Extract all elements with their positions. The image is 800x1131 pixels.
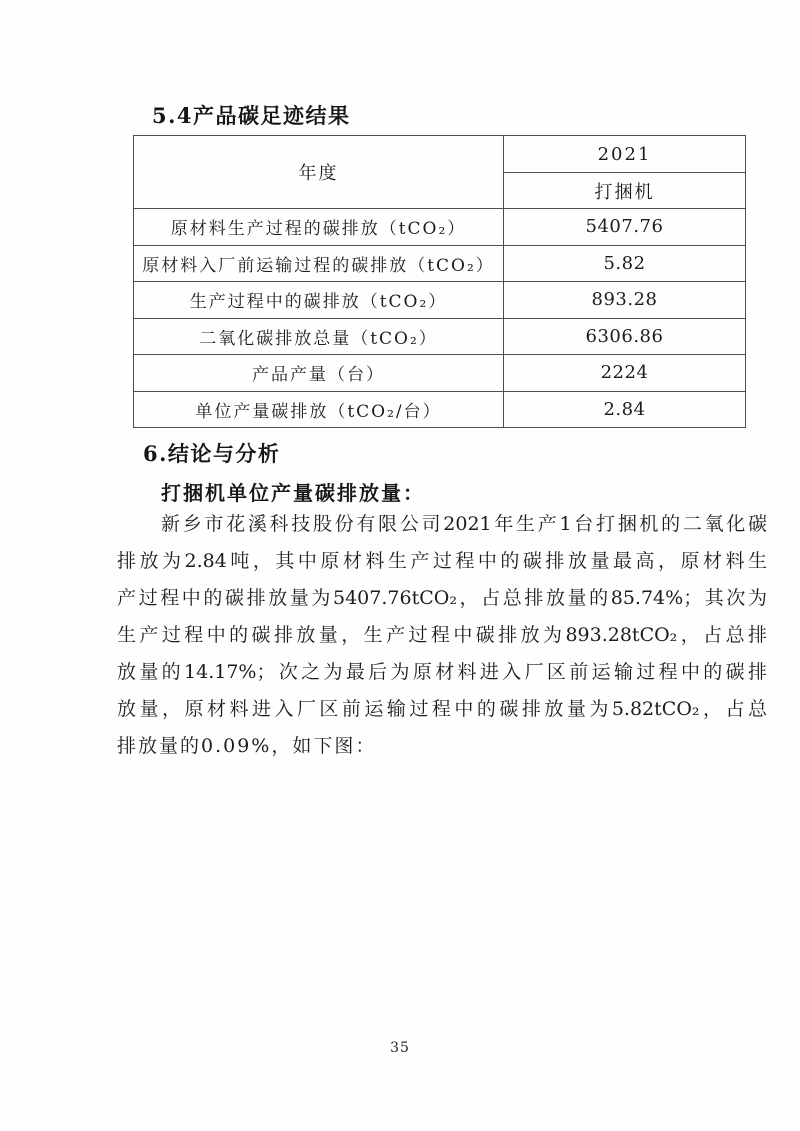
row-value-per-unit-emission: 2.84	[504, 391, 746, 428]
row-label-production-process: 生产过程中的碳排放（tCO₂）	[134, 282, 504, 319]
paragraph-line: 产过程中的碳排放量为5407.76tCO₂，占总排放量的85.74%；其次为	[117, 587, 767, 609]
row-value-raw-material-production: 5407.76	[504, 209, 746, 246]
page-number: 35	[390, 1040, 410, 1056]
paragraph-line: 新乡市花溪科技股份有限公司2021年生产1台打捆机的二氧化碳	[161, 513, 767, 535]
table-row	[134, 209, 746, 246]
table-header-product-value: 打捆机	[504, 173, 746, 209]
paragraph-line: 排放量的0.09%，如下图：	[117, 735, 377, 757]
paragraph-line: 放量，原材料进入厂区前运输过程中的碳排放量为5.82tCO₂，占总	[117, 698, 767, 720]
paragraph-line: 生产过程中的碳排放量，生产过程中碳排放为893.28tCO₂，占总排	[117, 624, 767, 646]
table-row	[134, 318, 746, 355]
row-value-inbound-transport: 5.82	[504, 245, 746, 282]
conclusion-paragraph	[117, 506, 767, 765]
row-value-product-output: 2224	[504, 355, 746, 392]
row-label-per-unit-emission: 单位产量碳排放（tCO₂/台）	[134, 391, 504, 428]
table-header-row-year	[134, 136, 746, 173]
row-label-raw-material-production: 原材料生产过程的碳排放（tCO₂）	[134, 209, 504, 246]
table-row	[134, 391, 746, 428]
section-heading-conclusion: 6.结论与分析	[143, 441, 281, 466]
table-header-year-value: 2021	[504, 136, 746, 173]
table-header-axis-label: 年度	[134, 136, 504, 209]
row-value-total-co2: 6306.86	[504, 318, 746, 355]
row-label-product-output: 产品产量（台）	[134, 355, 504, 392]
row-value-production-process: 893.28	[504, 282, 746, 319]
row-label-total-co2: 二氧化碳排放总量（tCO₂）	[134, 318, 504, 355]
row-label-inbound-transport: 原材料入厂前运输过程的碳排放（tCO₂）	[134, 245, 504, 282]
conclusion-subheading: 打捆机单位产量碳排放量：	[161, 481, 425, 505]
section-heading-product-carbon-footprint: 5.4产品碳足迹结果	[152, 103, 351, 128]
paragraph-line: 排放为2.84吨，其中原材料生产过程中的碳排放量最高，原材料生	[117, 550, 767, 572]
table-row	[134, 282, 746, 319]
table-row	[134, 245, 746, 282]
table-row	[134, 355, 746, 392]
carbon-footprint-results-table	[133, 135, 746, 428]
paragraph-line: 放量的14.17%；次之为最后为原材料进入厂区前运输过程中的碳排	[117, 661, 767, 683]
